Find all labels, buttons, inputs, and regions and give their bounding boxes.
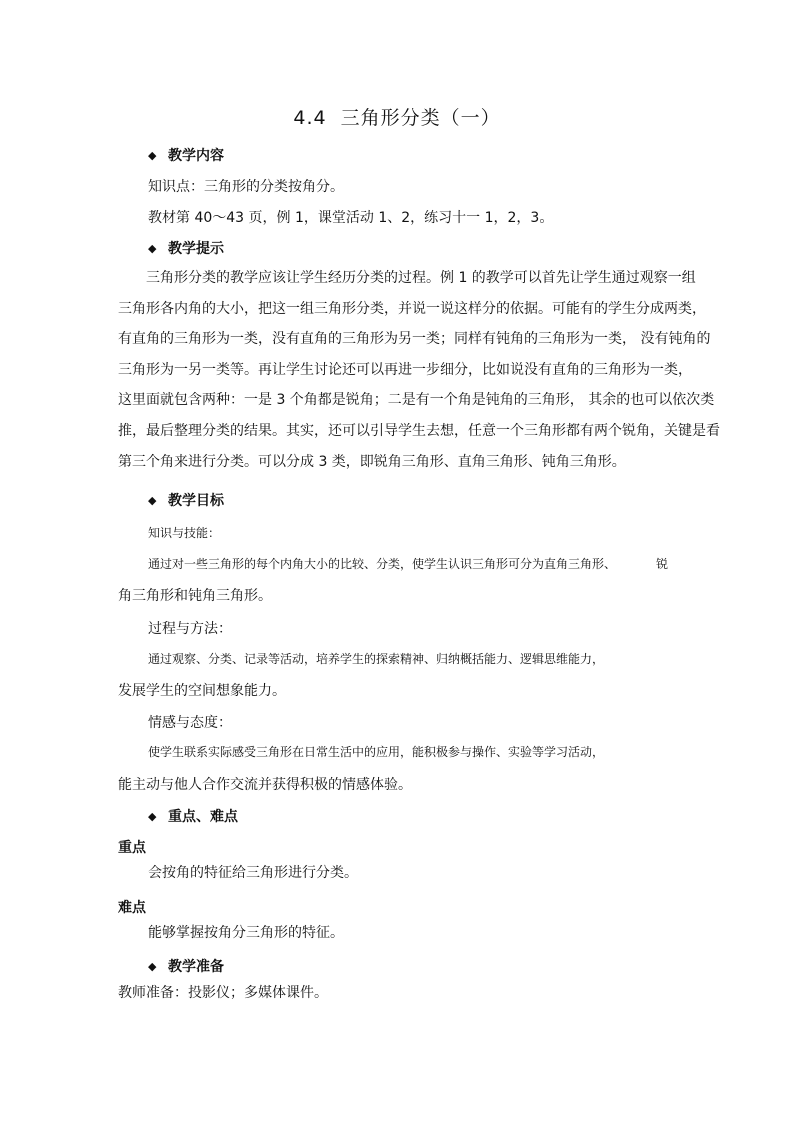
- difficult-point-text: 能够掌握按角分三角形的特征。: [148, 925, 344, 941]
- emotion-label: 情感与态度：: [148, 715, 232, 731]
- paragraph-line: 三角形为一另一类等。再让学生讨论还可以再进一步细分，比如说没有直角的三角形为一类，: [118, 361, 692, 378]
- textbook-pages: 教材第 40～43 页，例 1，课堂活动 1、2，练习十一 1，2，3。: [148, 210, 554, 226]
- diamond-bullet-icon: ◆: [148, 960, 157, 973]
- process-line-2: 发展学生的空间想象能力。: [118, 683, 286, 699]
- section-heading-content: [148, 145, 224, 165]
- skills-line-1-tail: 锐: [656, 557, 669, 571]
- title-text: 三角形分类（一）: [340, 107, 501, 129]
- paragraph-line: 第三个角来进行分类。可以分成 3 类，即锐角三角形、直角三角形、钝角三角形。: [118, 453, 626, 470]
- process-label: 过程与方法：: [148, 621, 232, 637]
- section-label: 教学提示: [168, 241, 224, 257]
- skills-label: 知识与技能：: [148, 526, 221, 540]
- paragraph-line: 三角形分类的教学应该让学生经历分类的过程。例 1 的教学可以首先让学生通过观察一组: [118, 270, 696, 286]
- section-heading-keypoints: [148, 806, 238, 826]
- emotion-line-2: 能主动与他人合作交流并获得积极的情感体验。: [118, 777, 412, 793]
- section-label: 教学内容: [168, 148, 224, 164]
- section-heading-prep: [148, 956, 224, 976]
- difficult-point-label: 难点: [118, 900, 146, 916]
- knowledge-point: 知识点：三角形的分类按角分。: [148, 179, 344, 195]
- key-point-text: 会按角的特征给三角形进行分类。: [148, 865, 358, 881]
- diamond-bullet-icon: ◆: [148, 494, 157, 507]
- section-label: 教学准备: [168, 959, 224, 975]
- paragraph-line: 三角形各内角的大小，把这一组三角形分类，并说一说这样分的依据。可能有的学生分成两类，: [118, 300, 706, 317]
- process-line-1: 通过观察、分类、记录等活动，培养学生的探索精神、归纳概括能力、逻辑思维能力，: [148, 652, 605, 666]
- paragraph-line: 推，最后整理分类的结果。其实，还可以引导学生去想，任意一个三角形都有两个锐角，关键是看: [118, 422, 720, 439]
- paragraph-line: 有直角的三角形为一类，没有直角的三角形为另一类；同样有钝角的三角形为一类， 没有钝角的: [118, 331, 711, 348]
- section-label: 重点、难点: [168, 809, 238, 825]
- emotion-line-1: 使学生联系实际感受三角形在日常生活中的应用，能积极参与操作、实验等学习活动，: [148, 745, 605, 759]
- section-heading-goals: [148, 490, 224, 510]
- paragraph-line: 这里面就包含两种：一是 3 个角都是锐角；二是有一个角是钝角的三角形， 其余的也可以依次类: [118, 392, 715, 409]
- skills-line-1: 通过对一些三角形的每个内角大小的比较、分类，使学生认识三角形可分为直角三角形、: [148, 557, 617, 571]
- diamond-bullet-icon: ◆: [148, 149, 157, 162]
- diamond-bullet-icon: ◆: [148, 810, 157, 823]
- diamond-bullet-icon: ◆: [148, 242, 157, 255]
- section-label: 教学目标: [168, 493, 224, 509]
- section-heading-hints: [148, 238, 224, 258]
- document-title: [0, 103, 794, 130]
- skills-line-2: 角三角形和钝角三角形。: [118, 588, 272, 604]
- title-number: 4.4: [293, 107, 327, 129]
- key-point-label: 重点: [118, 840, 146, 856]
- hints-paragraph: [118, 263, 720, 477]
- teacher-prep-text: 教师准备：投影仪；多媒体课件。: [118, 985, 328, 1001]
